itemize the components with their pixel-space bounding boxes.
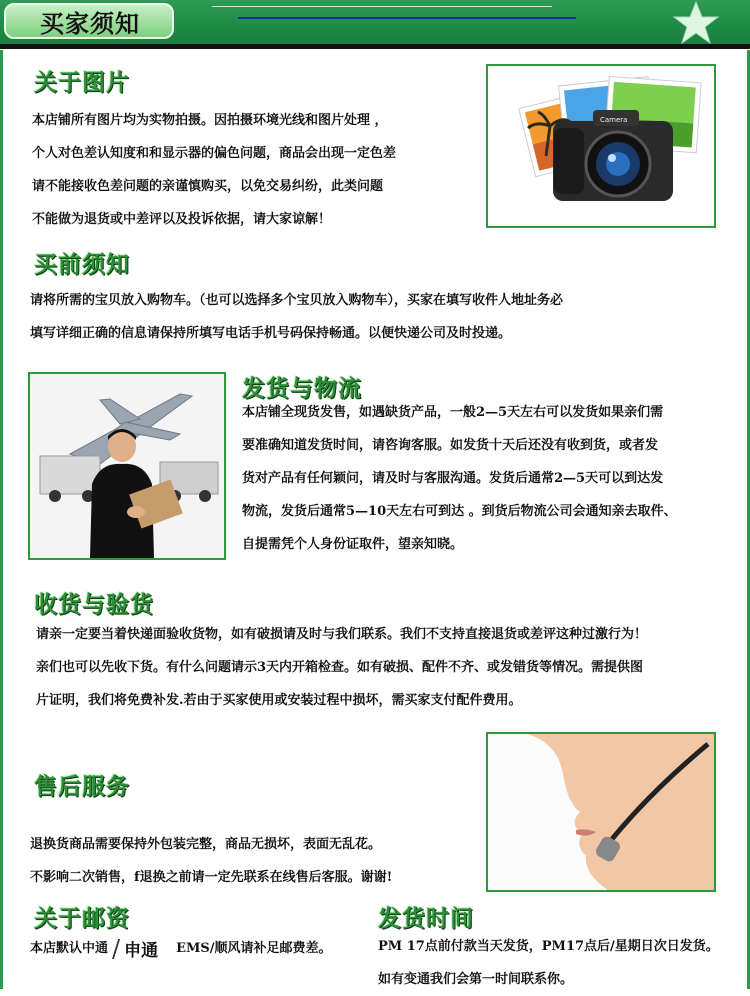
about-photos-text [32, 104, 396, 236]
section-title-shipping: 发货与物流 [242, 376, 362, 402]
postage-text-part2: EMS/顺风请补足邮费差。 [176, 941, 332, 956]
header-rule [212, 6, 552, 7]
left-border [0, 50, 3, 989]
section-title-postage: 关于邮资 [34, 906, 130, 932]
camera-photos-icon [488, 66, 714, 226]
section-title-after-sales: 售后服务 [34, 774, 130, 800]
text-line: 自提需凭个人身份证取件，望亲知晓。 [242, 537, 464, 552]
page-title: 买家须知 [40, 10, 140, 38]
after-sales-text [30, 828, 392, 894]
ship-time-text [378, 930, 719, 996]
text-line: 片证明，我们将免费补发.若由于买家使用或安装过程中损坏，需买家支付配件费用。 [36, 693, 522, 708]
shipping-text [242, 396, 677, 561]
text-line: 不影响二次销售，f退换之前请一定先联系在线售后客服。谢谢! [30, 870, 393, 885]
text-line: 本店铺所有图片均为实物拍摄。因拍摄环境光线和图片处理 ， [32, 113, 388, 128]
header-divider [0, 44, 750, 49]
text-line: 物流，发货后通常5—10天左右可到达 。到货后物流公司会通知亲去取件、 [242, 504, 677, 519]
section-title-before-buy: 买前须知 [34, 252, 130, 278]
text-line: 要准确知道发货时间，请咨询客服。如发货十天后还没有收到货，或者发 [242, 438, 659, 453]
text-line: 请不能接收色差问题的亲谨慎购买，以免交易纠纷，此类问题 [32, 179, 384, 194]
text-line: 如有变通我们会第一时间联系你。 [378, 972, 574, 987]
headset-service-image [486, 732, 716, 892]
text-line: 亲们也可以先收下货。有什么问题请示3天内开箱检查。如有破损、配件不齐、或发错货等情况。需提供图 [36, 660, 644, 675]
section-title-about-photos: 关于图片 [34, 70, 130, 96]
text-line: 本店铺全现货发售，如遇缺货产品，一般2—5天左右可以发货如果亲们需 [242, 405, 664, 420]
star-icon [668, 0, 728, 46]
text-line: 请亲一定要当着快递面验收货物，如有破损请及时与我们联系。我们不支持直接退货或差评这种过激行为！ [36, 627, 648, 642]
section-title-receiving: 收货与验货 [34, 592, 154, 618]
text-line: 请将所需的宝贝放入购物车。（也可以选择多个宝贝放入购物车），买家在填写收件人地址务必 [30, 293, 564, 308]
courier-stamp: 申通 [124, 941, 159, 961]
slash-divider: / [112, 934, 121, 963]
section-title-ship-time: 发货时间 [378, 906, 474, 932]
camera-label: Camera [600, 116, 628, 124]
postage-text-part1: 本店默认中通 [30, 941, 109, 956]
postage-text [30, 932, 332, 965]
delivery-courier-image [28, 372, 226, 560]
text-line: 填写详细正确的信息请保持所填写电话手机号码保持畅通。以便快递公司及时投递。 [30, 326, 512, 341]
receiving-text [36, 618, 647, 717]
text-line: 不能做为退货或中差评以及投诉依据，请大家谅解！ [32, 212, 332, 227]
header-rule-blue [238, 17, 576, 19]
delivery-illustration [30, 374, 224, 558]
text-line: PM 17点前付款当天发货，PM17点后/星期日次日发货。 [378, 939, 719, 954]
text-line: 货对产品有任何颖问，请及时与客服沟通。发货后通常2—5天可以到达发 [242, 471, 664, 486]
text-line: 退换货商品需要保持外包装完整，商品无损坏，表面无乱花。 [30, 837, 382, 852]
before-buy-text [30, 284, 563, 350]
camera-photos-image [486, 64, 716, 228]
text-line: 个人对色差认知度和和显示器的偏色问题，商品会出现一定色差 [32, 146, 397, 161]
headset-illustration [488, 734, 714, 890]
